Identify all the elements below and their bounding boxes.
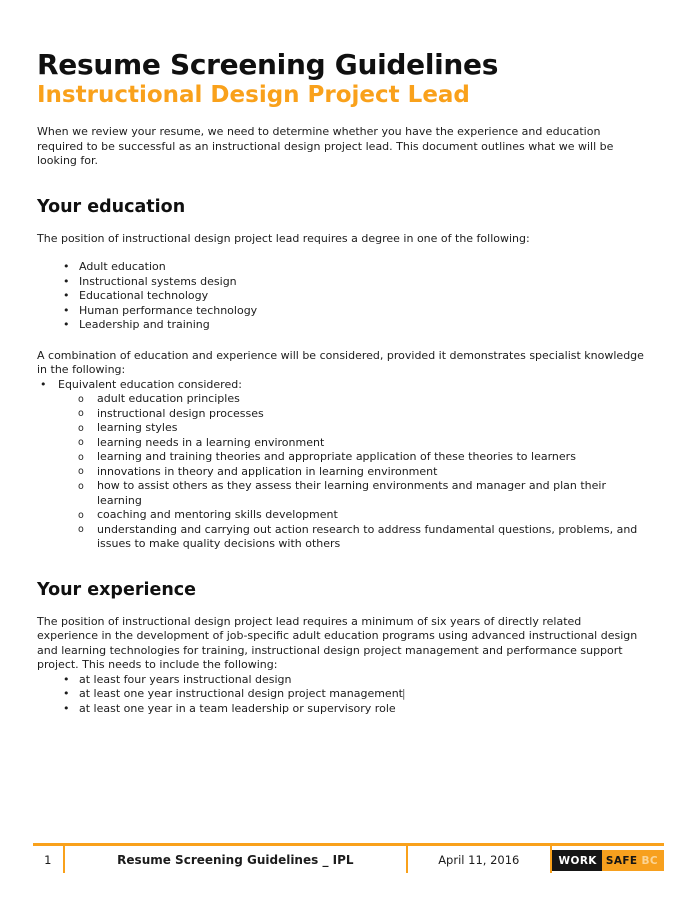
logo-work-segment: WORK: [552, 850, 602, 871]
degree-list-item: • Instructional systems design: [37, 275, 645, 290]
degree-list-item: • Educational technology: [37, 289, 645, 304]
equivalent-sublist-item: o coaching and mentoring skills development: [37, 508, 645, 523]
combination-paragraph: A combination of education and experience will be considered, provided it demonstrates specialist knowledge in the following:: [37, 348, 644, 376]
equivalent-sublist-item: o adult education principles: [37, 392, 645, 407]
worksafebc-logo: [552, 850, 665, 871]
page-title: Resume Screening Guidelines: [37, 48, 499, 81]
footer-doc-title: Resume Screening Guidelines _ IPL: [65, 846, 408, 873]
equivalent-sublist-item: o learning needs in a learning environment: [37, 436, 645, 451]
equivalent-sublist-item: o understanding and carrying out action research to address fundamental questions, problems, and issues to make quality decisions with others: [37, 523, 645, 552]
experience-list-item: • at least four years instructional design: [37, 673, 645, 688]
experience-list-item: • at least one year instructional design project management|: [37, 687, 645, 702]
equivalent-sublist-item: o learning and training theories and appropriate application of these theories to learners: [37, 450, 645, 465]
logo-bc-segment: BC: [641, 854, 659, 867]
equivalent-education-bullet: • Equivalent education considered:: [37, 378, 645, 393]
degree-list-item: • Adult education: [37, 260, 645, 275]
equivalent-sublist-item: o innovations in theory and application in learning environment: [37, 465, 645, 480]
text-cursor: |: [402, 687, 406, 700]
intro-paragraph: When we review your resume, we need to determine whether you have the experience and education required to be successful as an instructional design project lead. This document outlines what we will be looking for.: [37, 125, 614, 167]
logo-safe-segment: SAFE: [605, 854, 638, 867]
degree-list-item: • Human performance technology: [37, 304, 645, 319]
degree-list: [37, 260, 645, 333]
degree-list-item: • Leadership and training: [37, 318, 645, 333]
experience-lead: The position of instructional design project lead requires a minimum of six years of directly related experience in the development of job-specific adult education programs using advanced instructional design and learning technologies for training, instructional design project management and performance support project. This needs to include the following:: [37, 614, 638, 671]
experience-list-item: • at least one year in a team leadership or supervisory role: [37, 702, 645, 717]
footer-page-number: 1: [33, 846, 65, 873]
section-heading-experience: Your experience: [37, 579, 197, 600]
section-heading-education: Your education: [37, 196, 186, 217]
page-subtitle: Instructional Design Project Lead: [37, 82, 470, 108]
equivalent-sublist-item: o how to assist others as they assess their learning environments and manager and plan their learning: [37, 479, 645, 508]
footer-date: April 11, 2016: [408, 846, 551, 873]
page-footer: [33, 843, 664, 873]
experience-list: [37, 673, 645, 717]
equivalent-sublist-item: o learning styles: [37, 421, 645, 436]
equivalent-education-sublist: [37, 392, 645, 552]
education-lead: The position of instructional design project lead requires a degree in one of the following:: [37, 231, 530, 245]
equivalent-sublist-item: o instructional design processes: [37, 407, 645, 422]
